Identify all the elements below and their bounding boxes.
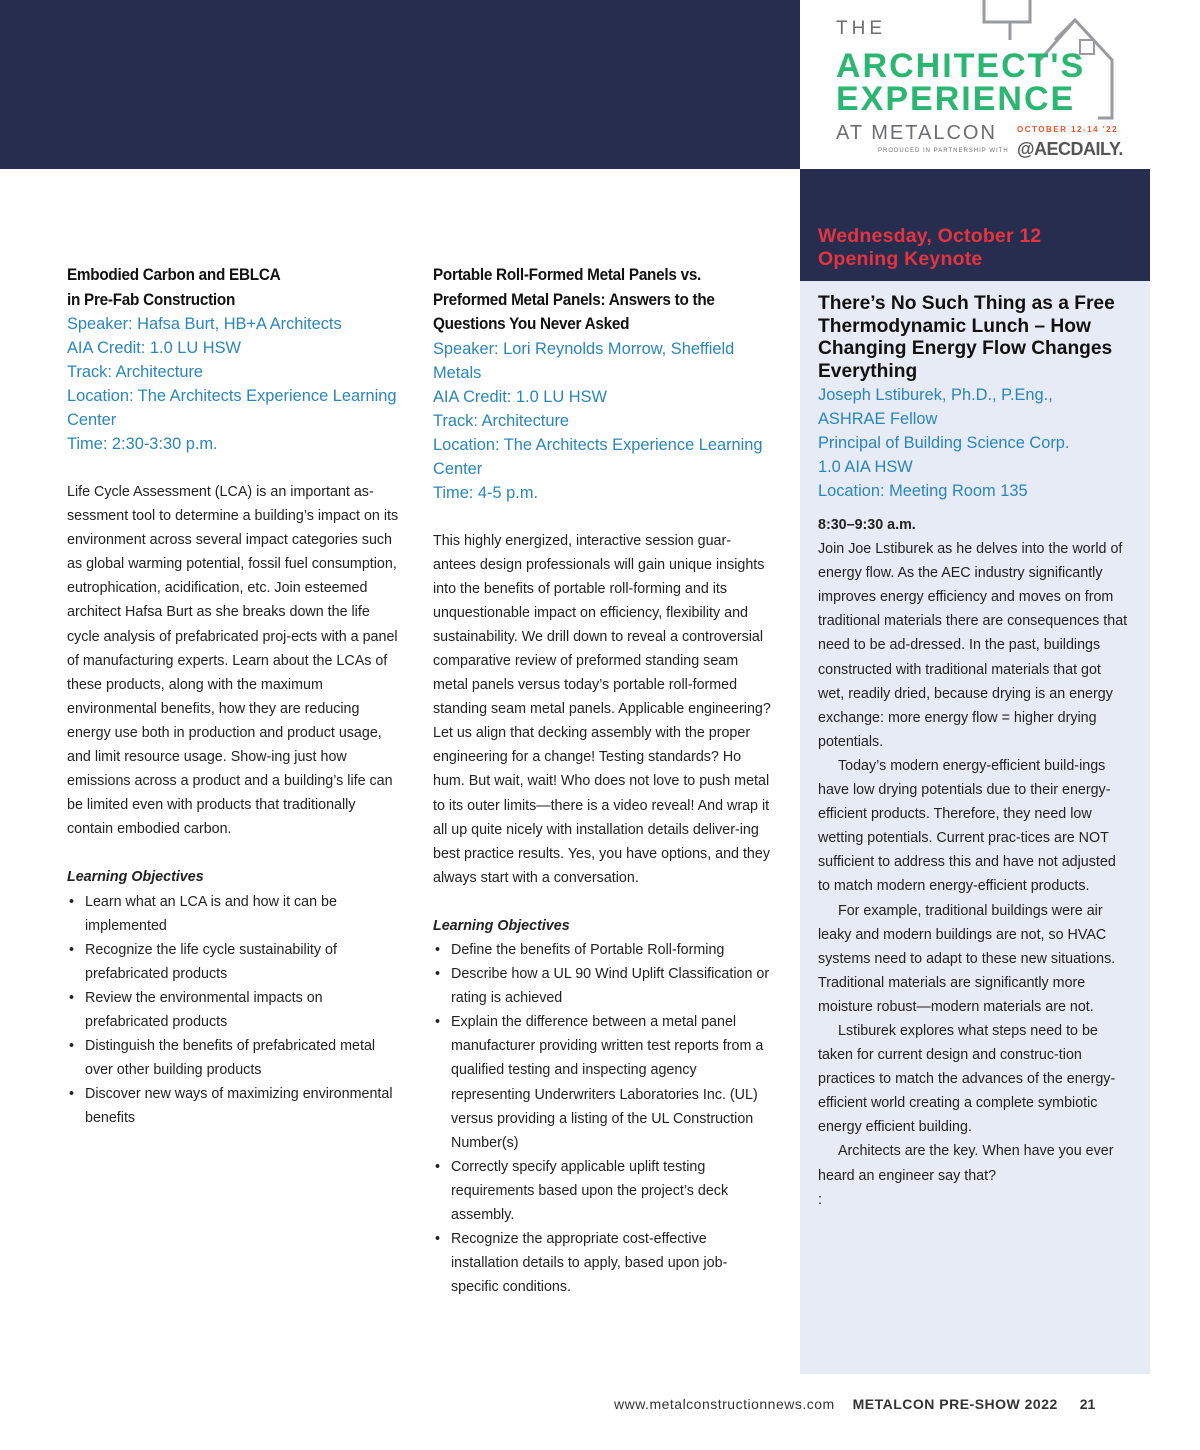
session-time: Time: 2:30-3:30 p.m. [67, 435, 218, 453]
session-title-line: in Pre-Fab Construction [67, 289, 236, 309]
objective-item: • Describe how a UL 90 Wind Uplift Classification or rating is achieved [433, 962, 773, 1010]
session-track: Track: Architecture [433, 411, 570, 430]
keynote-speaker-title: ASHRAE Fellow [818, 410, 938, 428]
session-description: Life Cycle Assessment (LCA) is an important as-sessment tool to determine a building’s impact on its environment across several impact categories such as global warming potential, fossil fuel consumption, eutrophication, acidification, etc. Join esteemed architect Hafsa Burt as she breaks down the life cycle analysis of prefabricated proj-ects with a panel of manufacturing experts. Learn about the LCAs of these products, along with the maximum environmental benefits, how they are reducing energy use both in production and product usage, and limit resource usage. Show-ing just how emissions across a product and a building’s life can be limited even with products that traditionally contain embodied carbon. [67, 484, 399, 838]
session-track: Track: Architecture [67, 363, 204, 381]
objective-item: • Learn what an LCA is and how it can be implemented [67, 890, 403, 938]
keynote-trailing-mark: : [818, 1191, 822, 1208]
keynote-header [800, 169, 1150, 281]
keynote-location: Location: Meeting Room 135 [818, 482, 1028, 500]
objectives-list [433, 938, 773, 1299]
objective-item: • Distinguish the benefits of prefabricated metal over other building products [67, 1034, 403, 1082]
logo-the: THE [836, 18, 886, 39]
keynote-credit: 1.0 AIA HSW [818, 458, 913, 476]
keynote-role: Principal of Building Science Corp. [818, 434, 1070, 452]
session-title-line: Preformed Metal Panels: Answers to the [433, 289, 715, 309]
keynote-kicker [818, 225, 1041, 271]
session-embodied-carbon [67, 263, 403, 1130]
header-band [0, 0, 800, 169]
keynote-title: There’s No Such Thing as a Free Thermodynamic Lunch – How Changing Energy Flow Changes Everything [818, 293, 1115, 382]
objective-item: • Recognize the life cycle sustainability of prefabricated products [67, 938, 403, 986]
session-title [67, 263, 409, 312]
objective-item: • Define the benefits of Portable Roll-forming [433, 938, 773, 962]
session-title-line: Portable Roll-Formed Metal Panels vs. [433, 265, 702, 284]
session-credit: AIA Credit: 1.0 LU HSW [433, 387, 607, 406]
footer-publication: METALCON PRE-SHOW 2022 [852, 1396, 1058, 1412]
objectives-heading: Learning Objectives [433, 917, 570, 934]
objective-item: • Discover new ways of maximizing environmental benefits [67, 1082, 403, 1130]
session-title-line: Embodied Carbon and EBLCA [67, 265, 281, 284]
session-description: This highly energized, interactive session guar-antees design professionals will gain unique insights into the benefits of portable roll-forming and its unquestionable impact on efficiency, flexibility and sustainability. We drill down to reveal a controversial comparative review of preformed standing seam metal panels versus today’s portable roll-formed standing seam metal panels. Applicable engineering? Let us align that decking assembly with the proper engineering for a change! Testing standards? Ho hum. But wait, wait! Who does not love to push metal to its outer limits—there is a video reveal! And wrap it all up quite nicely with installation details deliver-ing best practice results. Yes, you have options, and they always start with a conversation. [433, 532, 771, 886]
keynote-day: Wednesday, October 12 [818, 225, 1042, 247]
objective-item: • Correctly specify applicable uplift testing requirements based upon the project’s deck assembly. [433, 1155, 773, 1227]
objectives-list [67, 890, 403, 1131]
session-speaker: Speaker: Lori Reynolds Morrow, Sheffield Metals [433, 339, 735, 382]
logo-title-line1: ARCHITECT'S [836, 47, 1086, 85]
keynote-content [818, 293, 1128, 1212]
session-location: Location: The Architects Experience Learning Center [67, 387, 397, 429]
aecdaily-logo: @AECDAILY. [1017, 139, 1123, 159]
footer-website-link[interactable]: www.metalconstructionnews.com [614, 1396, 835, 1412]
keynote-paragraph: Lstiburek explores what steps need to be taken for current design and construc-tion practices to match the advances of the energy-efficient world creating a complete symbiotic energy efficient building. [818, 1022, 1116, 1136]
objectives-heading: Learning Objectives [67, 869, 204, 886]
keynote-speaker: Joseph Lstiburek, Ph.D., P.Eng., [818, 386, 1053, 404]
session-speaker: Speaker: Hafsa Burt, HB+A Architects [67, 315, 342, 333]
objective-item: • Review the environmental impacts on prefabricated products [67, 986, 403, 1034]
logo-produced-by: PRODUCED IN PARTNERSHIP WITH [878, 148, 1009, 154]
keynote-paragraph: Architects are the key. When have you ever heard an engineer say that? [818, 1143, 1114, 1184]
page-footer [614, 1396, 1095, 1412]
session-location: Location: The Architects Experience Learning Center [433, 435, 763, 478]
page-number: 21 [1079, 1396, 1096, 1412]
keynote-sidebar [800, 281, 1150, 1374]
session-time: Time: 4-5 p.m. [433, 483, 539, 502]
objective-item: • Recognize the appropriate cost-effective installation details to apply, based upon job-specific conditions. [433, 1227, 773, 1299]
keynote-time: 8:30–9:30 a.m. [818, 517, 916, 533]
session-roll-formed-panels [433, 263, 773, 1299]
keynote-paragraph: For example, traditional buildings were air leaky and modern buildings are not, so HVAC systems need to adapt to these new situations. Traditional materials are significantly more moisture robust—modern materials are not. [818, 902, 1116, 1015]
session-credit: AIA Credit: 1.0 LU HSW [67, 339, 241, 357]
logo-title [836, 47, 1086, 118]
objective-item: • Explain the difference between a metal panel manufacturer providing written test reports from a qualified testing and inspecting agency representing Underwriters Laboratories Inc. (UL) versus providing a listing of the UL Construction Number(s) [433, 1010, 773, 1155]
logo-dates: OCTOBER 12-14 '22 [1017, 125, 1119, 134]
architects-experience-logo [800, 0, 1200, 169]
keynote-label: Opening Keynote [818, 248, 983, 270]
keynote-paragraph: Today’s modern energy-efficient build-ings have low drying potentials due to their energy-efficient products. Therefore, they need low wetting potentials. Current prac-tices are NOT sufficient to address this and have not adjusted to match modern energy-efficient products. [818, 757, 1116, 895]
session-title-line: Questions You Never Asked [433, 314, 630, 333]
session-title [433, 263, 775, 337]
logo-at-metalcon: AT METALCON [836, 122, 997, 144]
keynote-paragraph: Join Joe Lstiburek as he delves into the world of energy flow. As the AEC industry significantly improves energy efficiency and moves on from traditional materials there are consequences that need to be ad-dressed. In the past, buildings constructed with traditional materials that got wet, readily dried, because drying is an energy exchange: more energy flow = higher drying potentials. [818, 541, 1128, 750]
logo-title-line2: EXPERIENCE [836, 80, 1076, 118]
